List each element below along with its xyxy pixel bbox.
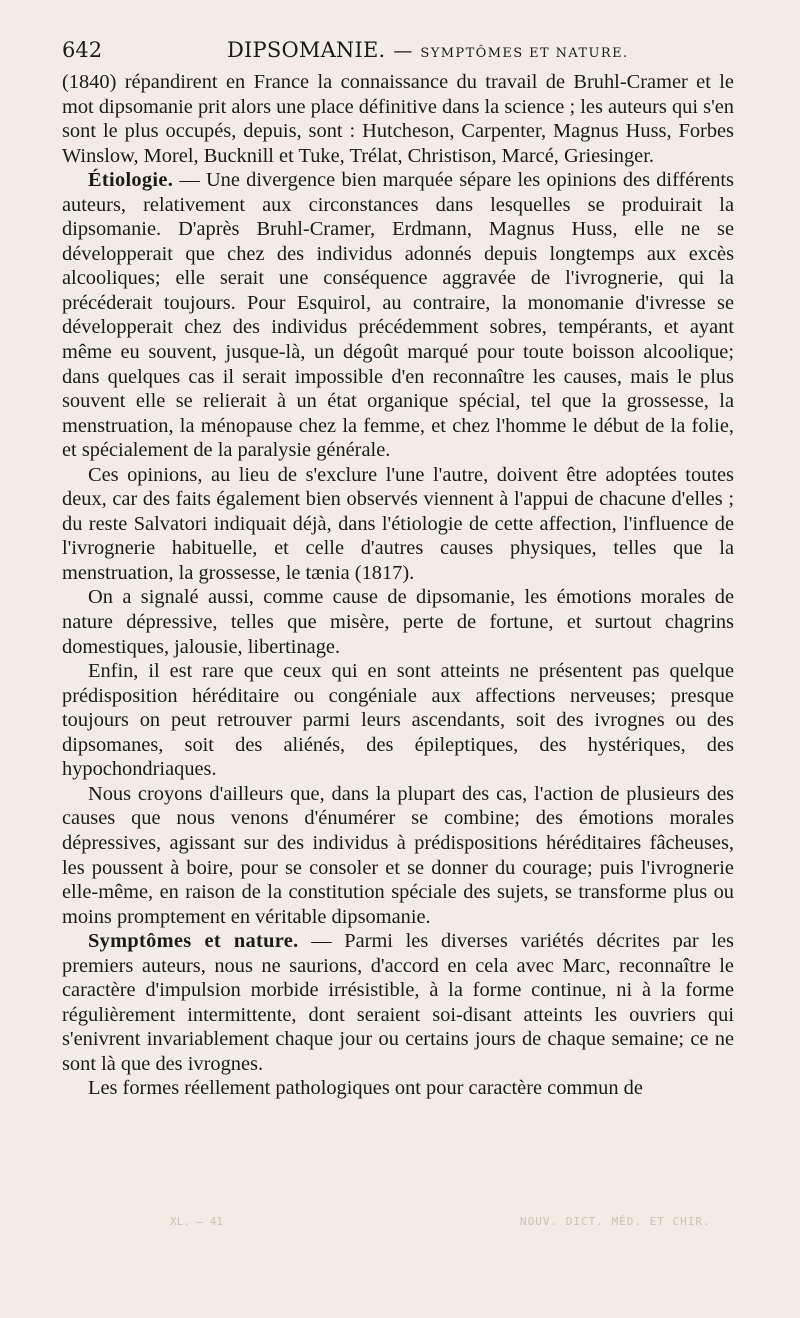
page-number: 642 xyxy=(62,38,103,62)
body-text xyxy=(62,70,734,1101)
paragraph-text: Les formes réellement pathologiques ont pour caractère commun de xyxy=(88,1077,643,1100)
paragraph-text: Ces opinions, au lieu de s'exclure l'une l'autre, doivent être adoptées toutes deux, car des faits également bien observés viennent à l'appui de chacune d'elles ; du reste Salvatori indiquait déjà, dans l'étiologie de cette affection, l'influence de l'ivrognerie habituelle, et celle d'autres causes physiques, telles que la menstruation, la grossesse, le tænia (1817). xyxy=(62,463,734,584)
paragraph-text: Enfin, il est rare que ceux qui en sont atteints ne présentent pas quelque prédisposition héréditaire ou congéniale aux affections nerveuses; presque toujours on peut retrouver parmi leurs ascendants, soit des ivrognes ou des dipsomanes, soit des aliénés, des épileptiques, des hystériques, des hypochondriaques. xyxy=(62,660,734,781)
running-header xyxy=(62,38,734,70)
signature-mark: XL. — 41 xyxy=(170,1215,223,1228)
paragraph-text: (1840) répandirent en France la connaissance du travail de Bruhl-Cramer et le mot dipsomanie prit alors une place définitive dans la science ; les auteurs qui s'en sont le plus occupés, depuis, sont : Hutcheson, Carpenter, Magnus Huss, Forbes Winslow, Morel, Bucknill et Tuke, Trélat, Christison, Marcé, Griesinger. xyxy=(62,71,734,167)
paragraph-continuation xyxy=(62,70,734,168)
paragraph-text: — Une divergence bien marquée sépare les opinions des différents auteurs, relativement aux circonstances dans lesquelles se produirait la dipsomanie. D'après Bruhl-Cramer, Erdmann, Magnus Huss, elle ne se développerait que chez des individus adonnés depuis longtemps aux excès alcooliques; elle serait une conséquence aggravée de l'ivrognerie, qui la précéderait toujours. Pour Esquirol, au contraire, la monomanie d'ivresse se développerait chez des individus précédemment sobres, tempérants, et ayant même eu souvent, jusque-là, un dégoût marqué pour toute boisson alcoolique; dans quelques cas il serait impossible d'en reconnaître les causes, mais le plus souvent elle se relierait à un état organique spécial, tel que la grossesse, la menstruation, la ménopause chez la femme, et chez l'homme le début de la folie, et spécialement de la paralysie générale. xyxy=(62,169,734,462)
paragraph xyxy=(62,585,734,659)
paragraph xyxy=(62,1076,734,1101)
running-title-main: DIPSOMANIE. xyxy=(227,38,386,62)
paragraph xyxy=(62,659,734,782)
running-title-subtitle: SYMPTÔMES ET NATURE. xyxy=(420,46,629,61)
paragraph xyxy=(62,782,734,929)
page-footer xyxy=(0,1205,800,1265)
paragraph-text: On a signalé aussi, comme cause de dipsomanie, les émotions morales de nature dépressive, telles que misère, perte de fortune, et surtout chagrins domestiques, jalousie, libertinage. xyxy=(62,586,734,658)
paragraph-symptomes xyxy=(62,929,734,1076)
paragraph xyxy=(62,463,734,586)
paragraph-etiologie xyxy=(62,168,734,463)
imprint-line: NOUV. DICT. MÉD. ET CHIR. xyxy=(520,1215,711,1228)
running-title xyxy=(227,38,629,62)
section-heading-etiologie: Étiologie. xyxy=(88,169,174,192)
paragraph-text: — Parmi les diverses variétés décrites par les premiers auteurs, nous ne saurions, d'accord en cela avec Marc, reconnaître le caractère d'impulsion morbide irrésistible, à la forme continue, ni à la forme régulièrement intermittente, dont seraient soi-disant atteints les ouvriers qui s'enivrent invariablement chaque jour ou certains jours de chaque semaine; ce ne sont là que des ivrognes. xyxy=(62,930,734,1075)
running-title-dash: — xyxy=(393,40,413,62)
section-heading-symptomes: Symptômes et nature. xyxy=(88,930,299,953)
paragraph-text: Nous croyons d'ailleurs que, dans la plupart des cas, l'action de plusieurs des causes que nous venons d'énumérer se combine; des émotions morales dépressives, agissant sur des individus à prédispositions héréditaires fâcheuses, les poussent à boire, pour se consoler et se donner du courage; puis l'ivrognerie elle-même, en raison de la constitution spéciale des sujets, se transforme plus ou moins promptement en véritable dipsomanie. xyxy=(62,782,734,928)
